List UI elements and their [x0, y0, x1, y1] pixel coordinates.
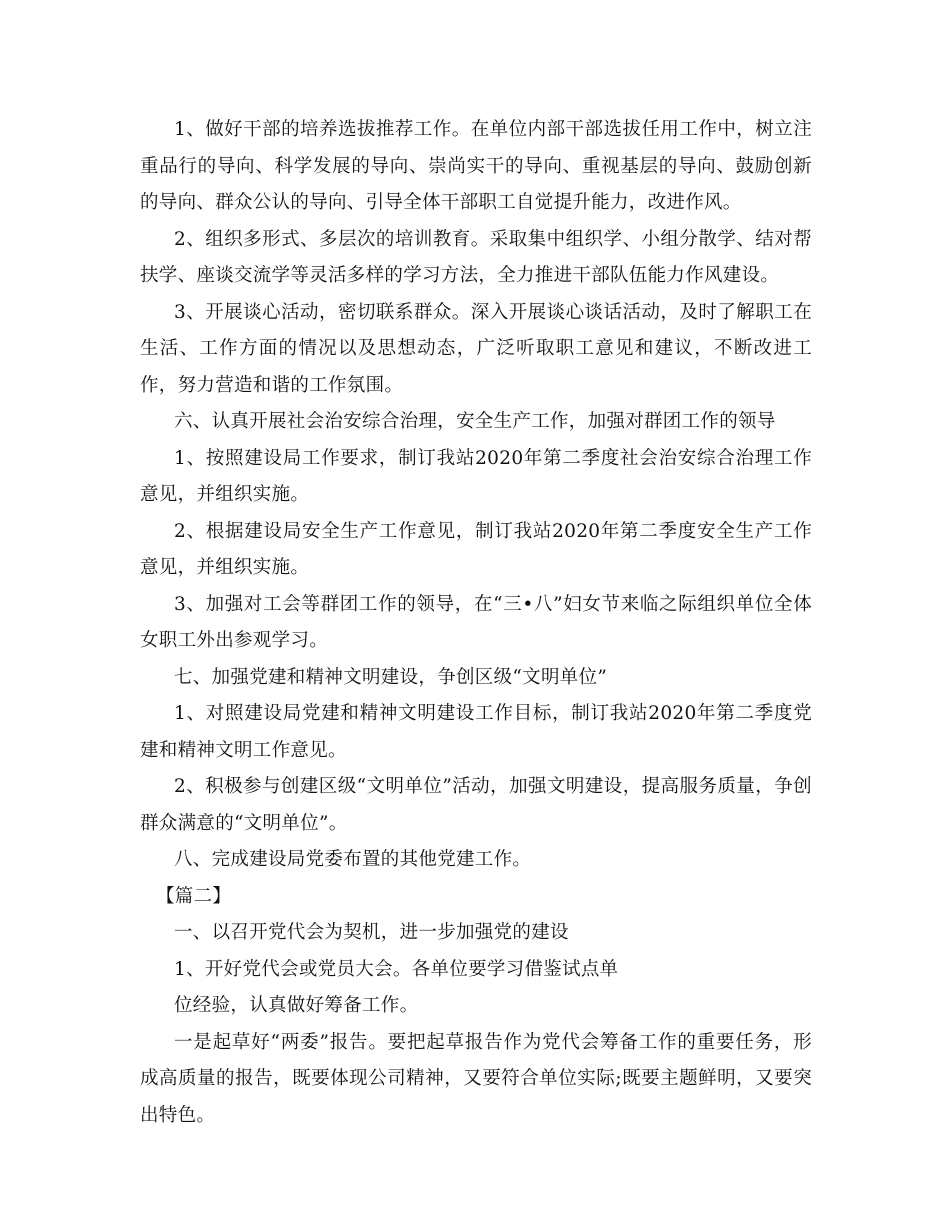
- paragraph-public-security: 1、按照建设局工作要求，制订我站2020年第二季度社会治安综合治理工作意见，并组织实施。: [140, 447, 812, 505]
- paragraph-civilized-unit: 2、积极参与创建区级“文明单位”活动，加强文明建设，提高服务质量，争创群众满意的“文明单位”。: [140, 776, 812, 834]
- paragraph-group-work: 3、加强对工会等群团工作的领导，在“三•八”妇女节来临之际组织单位全体女职工外出参观学习。: [140, 593, 812, 651]
- paragraph-party-building: 1、对照建设局党建和精神文明建设工作目标，制订我站2020年第二季度党建和精神文明工作意见。: [140, 703, 812, 761]
- paragraph-cadre-training: 1、做好干部的培养选拔推荐工作。在单位内部干部选拔任用工作中，树立注重品行的导向、科学发展的导向、崇尚实干的导向、重视基层的导向、鼓励创新的导向、群众公认的导向、引导全体干部职工自觉提升能力，改进作风。: [140, 119, 812, 213]
- paragraph-report-drafting: 一是起草好“两委”报告。要把起草报告作为党代会筹备工作的重要任务，形成高质量的报告，既要体现公司精神，又要符合单位实际;既要主题鲜明，又要突出特色。: [140, 1031, 812, 1126]
- document-page: [140, 112, 812, 1134]
- section-heading-seven: 七、加强党建和精神文明建设，争创区级“文明单位”: [174, 666, 608, 688]
- part-two-heading: 【篇二】: [156, 885, 232, 907]
- section-heading-eight: 八、完成建设局党委布置的其他党建工作。: [174, 849, 532, 870]
- paragraph-pilot-experience: 位经验，认真做好筹备工作。: [174, 995, 419, 1016]
- paragraph-heart-talk: 3、开展谈心活动，密切联系群众。深入开展谈心谈话活动，及时了解职工在生活、工作方面的情况以及思想动态，广泛听取职工意见和建议，不断改进工作，努力营造和谐的工作氛围。: [140, 301, 812, 396]
- section-heading-one: 一、以召开党代会为契机，进一步加强党的建设: [174, 922, 569, 943]
- paragraph-party-congress: 1、开好党代会或党员大会。各单位要学习借鉴试点单: [174, 958, 619, 980]
- paragraph-safety-production: 2、根据建设局安全生产工作意见，制订我站2020年第二季度安全生产工作意见，并组织实施。: [140, 520, 812, 578]
- paragraph-training-education: 2、组织多形式、多层次的培训教育。采取集中组织学、小组分散学、结对帮扶学、座谈交流学等灵活多样的学习方法，全力推进干部队伍能力作风建设。: [140, 228, 812, 286]
- section-heading-six: 六、认真开展社会治安综合治理，安全生产工作，加强对群团工作的领导: [174, 411, 776, 432]
